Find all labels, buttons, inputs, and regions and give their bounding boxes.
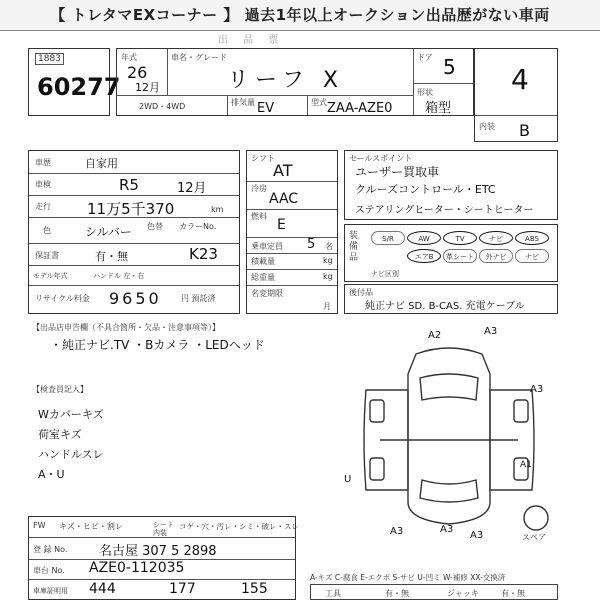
aftermarket-label: 後付品 (349, 288, 373, 297)
equip-leather: 革シート (443, 249, 477, 263)
color-value: シルバー (85, 225, 132, 239)
equip-abs: ABS (515, 231, 549, 245)
aftermarket-box (344, 284, 558, 314)
details-box (28, 150, 240, 314)
interior-label: 内装 (479, 122, 495, 131)
inspector-label: 【検査員記入】 (32, 385, 88, 394)
equip-ext-navi: 外ナビ (479, 249, 513, 263)
model-year-label: モデル年式 (33, 272, 68, 280)
displacement-label: 排気量 (231, 98, 255, 107)
shift-value: AT (273, 161, 293, 180)
weight-unit: kg (323, 272, 333, 281)
inspector-line-4: A・U (38, 468, 65, 481)
chassis-label: 車台 No. (33, 566, 65, 575)
lot-box (28, 48, 121, 116)
seat-text: コゲ・穴・汚レ・シミ・破レ・スレ (179, 522, 299, 531)
auction-sheet (28, 34, 558, 600)
notes-text: ・純正ナビ.TV ・Bカメラ ・LEDヘッド (50, 338, 265, 352)
fuel-value: E (277, 217, 286, 233)
spare-label: スペア (522, 533, 546, 542)
jack-label: ジャッキ (447, 589, 479, 598)
inspector-line-2: 荷室キズ (38, 428, 82, 441)
inspection-month: 12月 (177, 181, 207, 196)
year-label: 年式 (121, 53, 137, 62)
model-label: 車名・グレード (171, 53, 227, 62)
interior-value: B (519, 121, 530, 140)
tools-value: 有・無 (385, 589, 409, 598)
month-value: 12月 (135, 81, 160, 94)
fuel-label: 燃料 (251, 212, 267, 221)
equip-tv: TV (443, 231, 477, 245)
selling-point-3: ステアリングヒーター・シートヒーター (355, 205, 534, 216)
equipment-box (344, 224, 558, 282)
registration-label: 登 録 No. (33, 545, 68, 554)
displacement-value: EV (257, 101, 275, 116)
car-diagram (340, 326, 558, 542)
inspection-label: 車検 (35, 180, 51, 189)
color-label: 色 (43, 226, 51, 235)
damage-mark-8: A3 (470, 530, 484, 541)
car-outline (340, 330, 558, 540)
equip-navi-2: ナビ (515, 249, 549, 263)
tools-box (310, 584, 558, 600)
history-label: 車歴 (35, 158, 51, 167)
certificate-label: 車庫証明用 (33, 587, 68, 595)
capacity-unit: 名 (325, 242, 333, 251)
damage-mark-5: U (344, 474, 352, 485)
door-label: ドア (417, 53, 433, 62)
fw-label: FW (33, 521, 46, 530)
recycle-unit: 円 預託済 (181, 294, 216, 303)
drive-label: 2WD・4WD (139, 102, 186, 111)
selling-points-box (344, 150, 558, 220)
notes-label: 【出品店申告欄（不具合箇所・欠品・注意事項等）】 (32, 323, 220, 332)
sheet-title: 出 品 票 (218, 35, 285, 46)
name-change-unit: 月 (323, 302, 331, 311)
shape-label: 形状 (417, 88, 433, 97)
dim-1: 444 (89, 581, 116, 597)
model-value: リーフ X (227, 68, 344, 93)
lot-number: 60277 (37, 73, 121, 101)
seat-label: シート内装 (153, 521, 174, 537)
dim-3: 155 (241, 581, 268, 597)
capacity-label: 乗車定員 (251, 242, 283, 251)
damage-mark-6: A3 (390, 526, 404, 537)
lot-small: 1883 (35, 53, 64, 65)
damage-legend: A-キズ C-腐食 E-エクボ S-サビ U-凹ミ W-補修 XX-交換済 (310, 573, 506, 582)
damage-mark-4: A1 (520, 460, 532, 470)
color-change-label: 色替 (147, 222, 163, 231)
tools-label: 工具 (325, 589, 341, 598)
equip-navi: ナビ (479, 231, 513, 245)
recycle-label: リサイクル料金 (35, 294, 90, 303)
damage-mark-3: A3 (530, 384, 544, 395)
mileage-unit: km (211, 205, 224, 214)
selling-points-label: セールスポイント (349, 154, 413, 163)
warranty-value: 有・無 (95, 250, 128, 263)
chassis-value: AZE0-112035 (89, 560, 185, 576)
mechanical-box (246, 150, 338, 314)
shape-value: 箱型 (425, 101, 452, 116)
shift-label: シフト (251, 154, 275, 163)
header-box (116, 48, 474, 116)
jack-value: 有・無 (501, 589, 525, 598)
door-value: 5 (443, 55, 456, 79)
warranty-label: 保証書 (35, 251, 59, 260)
load-unit: kg (323, 256, 333, 265)
selling-point-1: ユーザー買取車 (355, 165, 440, 179)
damage-mark-1: A2 (428, 330, 442, 341)
equip-aw: AW (407, 231, 441, 245)
damage-mark-7: A3 (440, 524, 454, 535)
type-value: ZAA-AZE0 (327, 101, 393, 116)
ac-value: AAC (269, 191, 299, 207)
aftermarket-value: 純正ナビ SD. B-CAS. 充電ケーブル (365, 301, 525, 312)
inspection-year: R5 (119, 176, 139, 194)
bottom-table (28, 516, 299, 600)
recycle-value: 9650 (109, 289, 162, 308)
mileage-label: 走行 (35, 202, 51, 211)
equip-airbag: エアB (407, 249, 441, 263)
grade-value: 4 (511, 63, 529, 96)
weight-label: 総重量 (251, 273, 275, 282)
load-label: 積載量 (251, 257, 275, 266)
year-value: 26 (127, 63, 148, 82)
equipment-label: 装備品 (349, 231, 359, 263)
dim-2: 177 (169, 581, 196, 597)
selling-point-2: クルーズコントロール・ETC (355, 183, 496, 196)
color-code-value: K23 (189, 245, 218, 263)
damage-mark-2: A3 (484, 326, 498, 337)
color-code-label: カラーNo. (179, 222, 217, 231)
navi-type-label: ナビ区別 (371, 270, 399, 278)
equip-sr: S/R (371, 231, 405, 245)
history-value: 自家用 (85, 157, 118, 170)
mileage-value: 11万5千370 (87, 200, 175, 218)
inspector-line-3: ハンドルスレ (38, 448, 104, 461)
fw-text: キズ・ヒビ・割レ (59, 522, 123, 531)
ac-label: 冷房 (251, 184, 267, 193)
inspector-line-1: Wカバーキズ (38, 408, 104, 421)
registration-value: 名古屋 307 5 2898 (99, 544, 217, 559)
page-banner: 【 トレタマEXコーナー 】 過去1年以上オークション出品歴がない車両 (0, 0, 600, 31)
name-change-label: 名変期限 (251, 289, 283, 298)
capacity-value: 5 (307, 237, 316, 252)
handle-label: ハンドル 左・右 (93, 272, 145, 280)
grade-box (474, 48, 558, 142)
type-label: 型式 (311, 98, 327, 107)
